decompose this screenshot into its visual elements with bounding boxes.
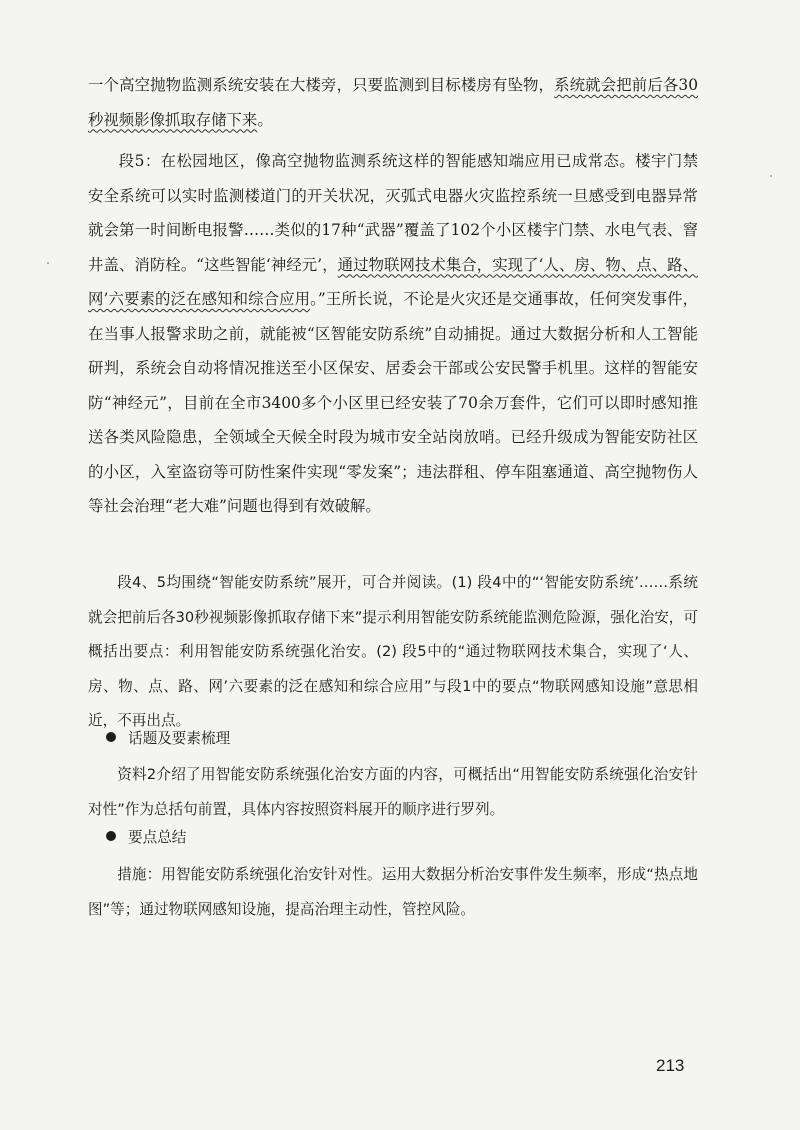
top-paragraph-underlined: 系统就会把前后各30秒视频影像抓取存储下来: [88, 76, 698, 129]
topic-paragraph: 资料2介绍了用智能安防系统强化治安方面的内容，可概括出“用智能安防系统强化治安针对性”作为总括句前置，具体内容按照资料展开的顺序进行罗列。: [88, 766, 698, 818]
paragraph-5: [88, 144, 698, 524]
analysis-paragraph: 段4、5均围绕“智能安防系统”展开，可合并阅读。(1) 段4中的“‘智能安防系统’……系统就会把前后各30秒视频影像抓取存储下来”提示利用智能安防系统能监测危险源，强化治安，可概括出要点：利用智能安防系统强化治安。(2) 段5中的“通过物联网技术集合，实现了‘人、房、物、点、路、网’六要素的泛在感知和综合应用”与段1中的要点“物联网感知设施”意思相近，不再出点。: [88, 574, 698, 729]
top-paragraph: [88, 68, 698, 137]
section-heading-summary: [106, 826, 186, 850]
scan-speck: [47, 262, 49, 264]
paragraph-5-lead: 段5：在松园地区，像高空抛物监测系统这样的智能感知端应用已成常态。楼宇门禁安全系统可以实时监测楼道门的开关状况，灭弧式电器火灾监控系统一旦感受到电器异常就会第一时间断电报警……类似的17种“武器”覆盖了102个小区楼宇门禁、水电气表、窨井盖、消防栓。“这些智能‘神经元’，: [88, 152, 698, 274]
section-heading-topic-label: 话题及要素梳理: [128, 730, 231, 747]
page-number: 213: [656, 1056, 685, 1075]
summary-paragraph: 措施：用智能安防系统强化治安针对性。运用大数据分析治安事件发生频率，形成“热点地图”等；通过物联网感知设施，提高治理主动性，管控风险。: [88, 866, 698, 918]
paragraph-5-underlined: 通过物联网技术集合，实现了‘人、房、物、点、路、网’六要素的泛在感知和综合应用: [88, 255, 698, 308]
bullet-icon: [106, 732, 116, 742]
paragraph-5-tail: 。”王所长说，不论是火灾还是交通事故，任何突发事件，在当事人报警求助之前，就能被“区智能安防系统”自动捕捉。通过大数据分析和人工智能研判，系统会自动将情况推送至小区保安、居委会干部或公安民警手机里。这样的智能安防“神经元”，目前在全市3400多个小区里已经安装了70余万套件，它们可以即时感知推送各类风险隐患，全领域全天候全时段为城市安全站岗放哨。已经升级成为智能安防社区的小区，入室盗窃等可防性案件实现“零发案”；违法群租、停车阻塞通道、高空抛物伤人等社会治理“老大难”问题也得到有效破解。: [88, 290, 698, 515]
section-heading-summary-label: 要点总结: [128, 829, 187, 846]
top-paragraph-tail: 。: [257, 110, 273, 129]
scan-speck: [770, 175, 772, 177]
bullet-icon: [106, 831, 116, 841]
section-heading-topic: [106, 727, 230, 751]
top-paragraph-lead: 一个高空抛物监测系统安装在大楼旁，只要监测到目标楼房有坠物，: [88, 76, 555, 94]
